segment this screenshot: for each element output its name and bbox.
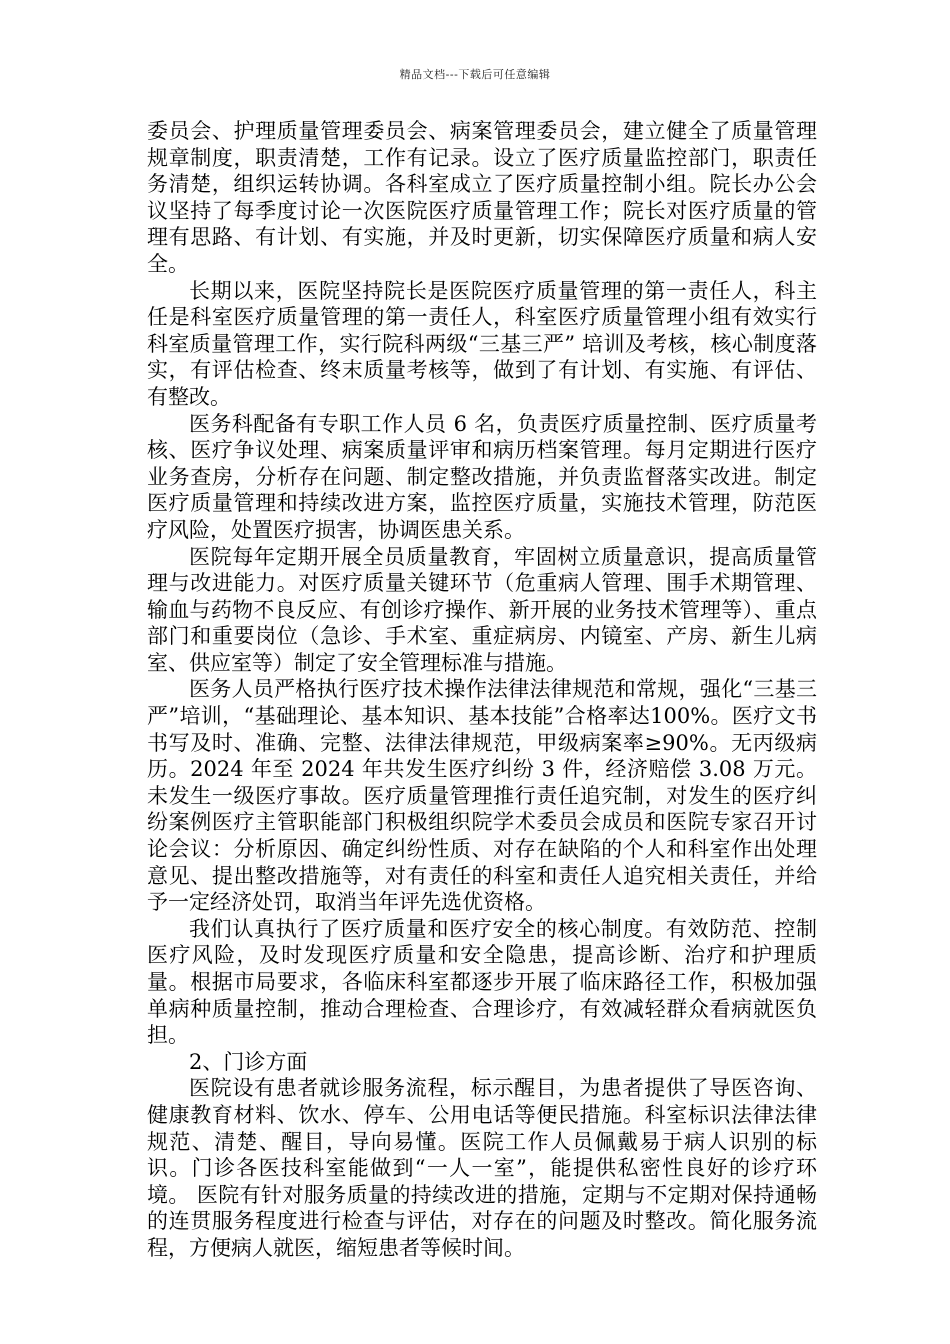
document-body: [147, 118, 817, 1262]
paragraph-4: 医院每年定期开展全员质量教育，牢固树立质量意识，提高质量管理与改进能力。对医疗质量关键环节（危重病人管理、围手术期管理、输血与药物不良反应、有创诊疗操作、新开展的业务技术管理等）、重点部门和重要岗位（急诊、手术室、重症病房、内镜室、产房、新生儿病室、供应室等）制定了安全管理标准与措施。: [147, 544, 817, 675]
section-heading-outpatient: 2、门诊方面: [189, 1049, 308, 1074]
page-header: 精品文档---下载后可任意编辑: [399, 68, 551, 81]
paragraph-5: 医务人员严格执行医疗技术操作法律法律规范和常规，强化“三基三严”培训，“基础理论、基本知识、基本技能”合格率达100%。医疗文书书写及时、准确、完整、法律法律规范，甲级病案率≥90%。无丙级病历。2024 年至 2024 年共发生医疗纠纷 3 件，经济赔偿 3.08 万元。未发生一级医疗事故。医疗质量管理推行责任追究制，对发生的医疗纠纷案例医疗主管职能部门积极组织院学术委员会成员和医院专家召开讨论会议：分析原因、确定纠纷性质、对存在缺陷的个人和科室作出处理意见、提出整改措施等，对有责任的科室和责任人追究相关责任，并给予一定经济处罚，取消当年评先选优资格。: [147, 677, 817, 915]
paragraph-6: 我们认真执行了医疗质量和医疗安全的核心制度。有效防范、控制医疗风险，及时发现医疗质量和安全隐患，提高诊断、治疗和护理质量。根据市局要求，各临床科室都逐步开展了临床路径工作，积极加强单病种质量控制，推动合理检查、合理诊疗，有效减轻群众看病就医负担。: [147, 916, 817, 1048]
paragraph-2: 长期以来，医院坚持院长是医院医疗质量管理的第一责任人，科主任是科室医疗质量管理的第一责任人，科室医疗质量管理小组有效实行科室质量管理工作，实行院科两级“三基三严” 培训及考核，核心制度落实，有评估检查、终末质量考核等，做到了有计划、有实施、有评估、有整改。: [147, 278, 817, 409]
paragraph-1: 委员会、护理质量管理委员会、病案管理委员会，建立健全了质量管理规章制度，职责清楚，工作有记录。设立了医疗质量监控部门，职责任务清楚，组织运转协调。各科室成立了医疗质量控制小组。院长办公会议坚持了每季度讨论一次医院医疗质量管理工作；院长对医疗质量的管理有思路、有计划、有实施，并及时更新，切实保障医疗质量和病人安全。: [147, 119, 817, 276]
paragraph-3: 医务科配备有专职工作人员 6 名，负责医疗质量控制、医疗质量考核、医疗争议处理、病案质量评审和病历档案管理。每月定期进行医疗业务查房，分析存在问题、制定整改措施，并负责监督落实改进。制定医疗质量管理和持续改进方案，监控医疗质量，实施技术管理，防范医疗风险，处置医疗损害，协调医患关系。: [147, 411, 817, 542]
paragraph-7: 医院设有患者就诊服务流程，标示醒目，为患者提供了导医咨询、健康教育材料、饮水、停车、公用电话等便民措施。科室标识法律法律规范、清楚、醒目，导向易懂。医院工作人员佩戴易于病人识别的标识。门诊各医技科室能做到“一人一室”，能提供私密性良好的诊疗环境。 医院有针对服务质量的持续改进的措施，定期与不定期对保持通畅的连贯服务程度进行检查与评估，对存在的问题及时整改。简化服务流程，方便病人就医，缩短患者等候时间。: [147, 1076, 817, 1260]
